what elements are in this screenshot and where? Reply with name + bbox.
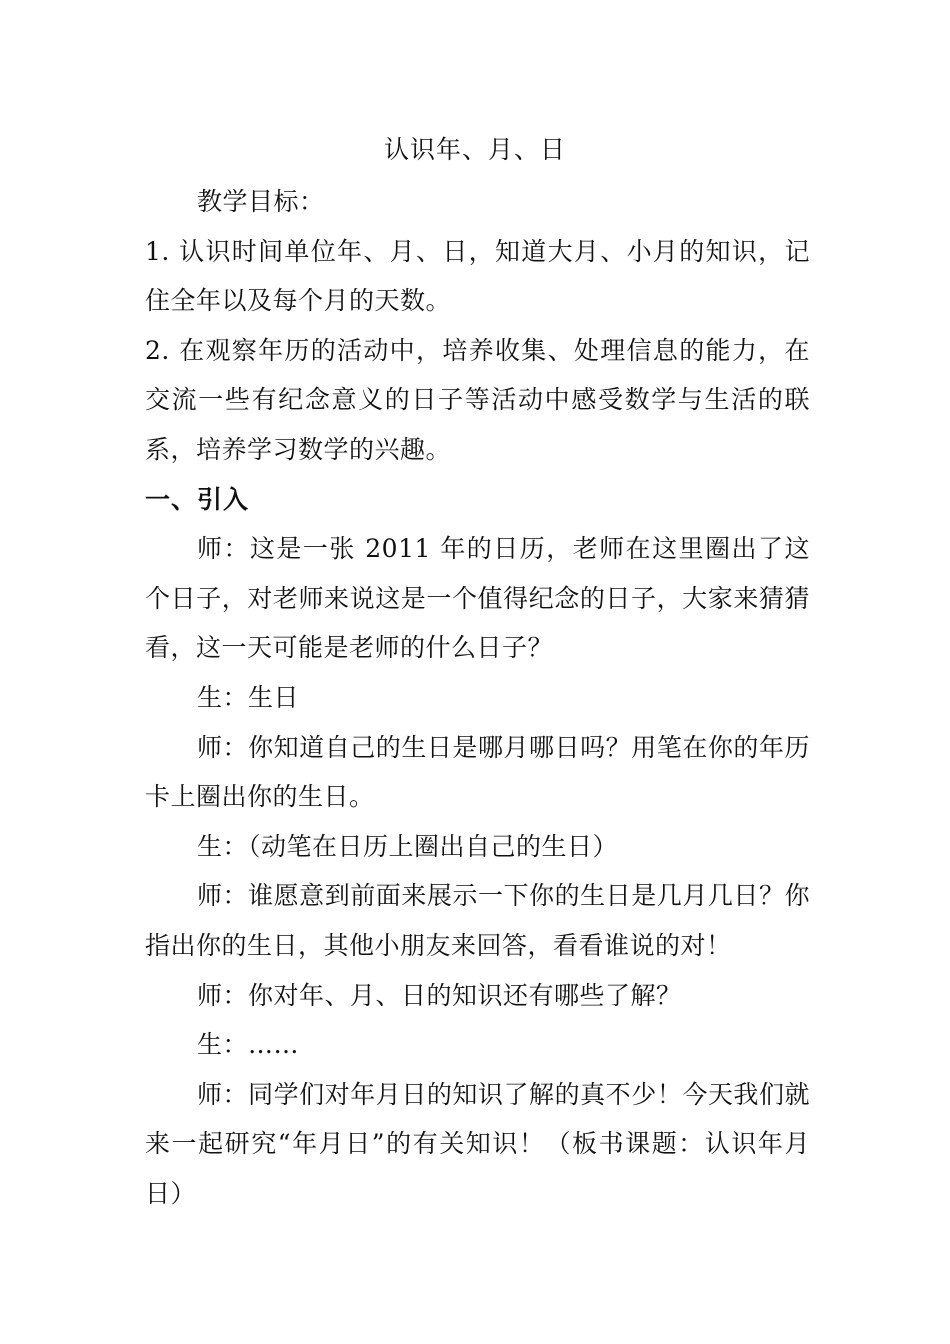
document-body	[145, 177, 810, 1218]
dialogue-line: 师：你知道自己的生日是哪月哪日吗？用笔在你的年历卡上圈出你的生日。	[145, 732, 810, 812]
dialogue-line: 师：同学们对年月日的知识了解的真不少！今天我们就来一起研究“年月日”的有关知识！（板书课题：认识年月日）	[145, 1079, 810, 1208]
dialogue-line: 师：这是一张 2011 年的日历，老师在这里圈出了这个日子，对老师来说这是一个值得纪念的日子，大家来猜猜看，这一天可能是老师的什么日子？	[145, 534, 810, 663]
objectives-label: 教学目标：	[197, 187, 325, 216]
objective-item: 2. 在观察年历的活动中，培养收集、处理信息的能力，在交流一些有纪念意义的日子等活动中感受数学与生活的联系，培养学习数学的兴趣。	[145, 335, 810, 464]
dialogue-line: 生：生日	[197, 682, 300, 712]
dialogue-line: 生：（动笔在日历上圈出自己的生日）	[197, 831, 619, 861]
dialogue-line: 生：……	[197, 1030, 300, 1060]
document-title: 认识年、月、日	[383, 135, 566, 164]
section-heading: 一、引入	[145, 484, 250, 514]
dialogue-line: 师：你对年、月、日的知识还有哪些了解？	[197, 980, 682, 1010]
dialogue-line: 师：谁愿意到前面来展示一下你的生日是几月几日？你指出你的生日，其他小朋友来回答，看看谁说的对！	[145, 881, 810, 960]
objective-item: 1. 认识时间单位年、月、日，知道大月、小月的知识，记住全年以及每个月的天数。	[145, 236, 810, 316]
